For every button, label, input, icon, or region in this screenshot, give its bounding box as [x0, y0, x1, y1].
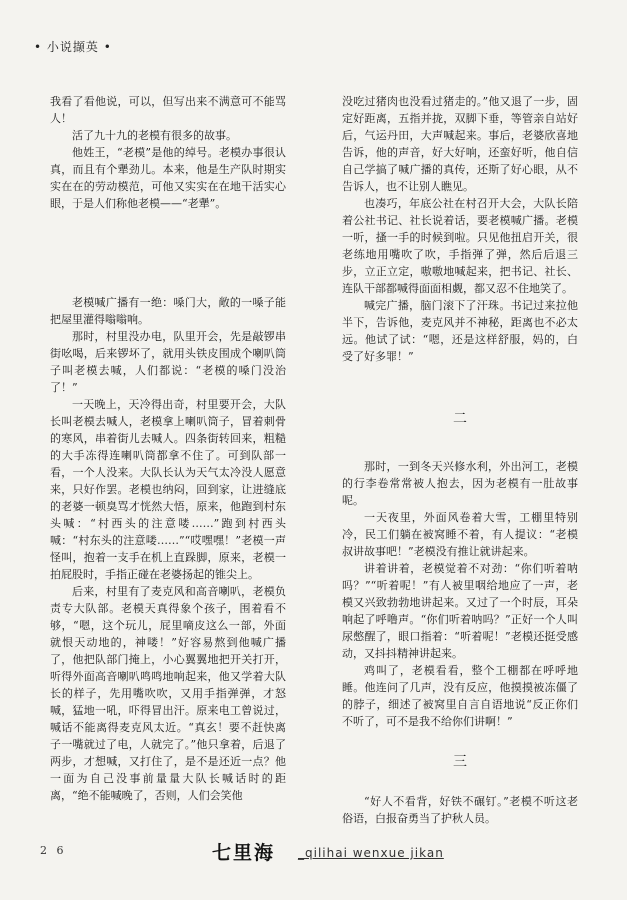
paragraph: 讲着讲着，老模觉着不对劲：“你们听着呐吗？”“听着呢！”有人被里咽给地应了一声，老模又兴致勃勃地讲起来。又过了一个时辰，耳朵响起了呼噜声。“你们听着呐吗？”正好一个人叫尿憋醒了，眼口指着：“听着呢！”老模还挺受感动，又抖抖精神讲起来。 [342, 562, 578, 660]
spacer [50, 212, 286, 294]
right-column [342, 93, 578, 827]
paragraph: 老模喊广播有一绝：嗓门大，敞的一嗓子能把屋里灌得嗡嗡响。 [50, 296, 286, 326]
paragraph: 那时，一到冬天兴修水利，外出河工，老模的行李卷常常被人抱去，因为老模有一肚故事呢。 [342, 460, 578, 507]
paragraph: 一天晚上，天冷得出奇，村里要开会，大队长叫老模去喊人，老模拿上喇叭筒子，冒着刺骨的寒风，串着街儿去喊人。四条街转回来，粗糙的大手冻得连喇叭筒都拿不住了。可到队部一看，一个人没来。大队长认为天气太冷没人愿意来，只好作罢。老模也纳闷，回到家，让进缝底的老婆一顿臭骂才恍然大悟，原来，他跑到村东头喊：“村西头的注意喽……”跑到村西头喊：“村东头的注意喽……”“哎嘿嘿！”老模一声怪叫，抱着一支手在机上直跺脚，原来，老模一拍屁股时，手指正碰在老婆扬起的锥尖上。 [50, 398, 286, 581]
left-column [50, 93, 286, 804]
paragraph: 我看了看他说，可以，但写出来不满意可不能骂人！ [50, 95, 286, 125]
paragraph: 活了九十九的老模有很多的故事。 [72, 129, 237, 142]
paragraph: “好人不看背，好铁不碾钉。”老模不听这老俗语，白报奋勇当了护秋人员。 [342, 795, 578, 825]
section-label: • 小说撷英 • [34, 40, 112, 54]
page-footer [40, 838, 600, 868]
paragraph: 没吃过猪肉也没看过猪走的。”他又退了一步，固定好距离，五指并拢，双脚下垂，等管亲自站好后，气运丹田，大声喊起来。事后，老婆欣喜地告诉，他的声音，好大好响，还蛮好听，他自信自己学搞了喊广播的真传，还斯了好心眼，从不告诉人，也不让别人瞧见。 [342, 95, 578, 193]
paragraph: 他姓王，“老模”是他的绰号。老模办事很认真，而且有个犟劲儿。本来，他是生产队时期实实在在的劳动模范，可他又实实在在地干活实心眼，于是人们称他老模——“老犟”。 [50, 146, 286, 210]
paragraph: 那时，村里没办电，队里开会，先是敲锣串街吆喝，后来锣坏了，就用头铁皮围成个喇叭筒子叫老模去喊，人们都说：“老模的嗓门没治了！” [50, 330, 286, 394]
magazine-logo: 七里海 [212, 842, 276, 864]
paragraph: 后来，村里有了麦克风和高音喇叭，老模负责专大队部。老模天真得象个孩子，围着看不够，“嗯，这个玩儿，屁里嘀皮这么一部，外面就恨天动地的，神喽！”好容易熬到他喊广播了，他把队部门掩上，小心翼翼地把开关打开，听得外面高音喇叭鸣鸣地响起来，他又学着大队长的样子，先用嘴吹吹，又用手指弹弹，才怒喊，猛地一吼，吓得冒出汗。原来电工曾说过，喊话不能离得麦克风太近。“真玄！要不赶快离子一嘴就过了电，人就完了。”他只拿着，后退了两步，才想喊，又打住了，是不是还近一点？他一面为自己没事前量量大队长喊话时的距离，“绝不能喊晚了，否则，人们会笑他 [50, 585, 286, 802]
page-number: 2 6 [40, 844, 67, 857]
magazine-name-en: _qilihai wenxue jikan [298, 846, 444, 860]
paragraph: 鸡叫了，老模看看，整个工棚都在呼呼地睡。他连问了几声，没有反应，他摸摸被冻僵了的脖子，细述了被窝里自言自语地说“反正你们不听了，可不是我不给你们讲啊！” [342, 664, 578, 728]
section-heading-three: 三 [453, 754, 467, 770]
section-heading-two: 二 [453, 411, 467, 427]
paragraph: 喊完广播，脑门滚下了汗珠。书记过来拉他半下，告诉他，麦克风并不神秘，距离也不必太远。他试了试：“嗯，还是这样舒服，妈的，白受了好多罪！” [342, 299, 578, 363]
paragraph: 一天夜里，外面风卷着大雪，工棚里特别冷，民工们躺在被窝睡不着，有人提议：“老模叔讲故事吧！”老模没有推让就讲起来。 [342, 511, 578, 558]
paragraph: 也凑巧，年底公社在村召开大会，大队长陪着公社书记、社长说着话，要老模喊广播。老模一听，搔一手的时候到啦。只见他扭启开关，很老练地用嘴吹了吹，手指弹了弹，然后后退三步，立正立定，嗷嗷地喊起来，把书记、社长、连队干部都喊得面面相觑，都又忍不住地笑了。 [342, 197, 578, 295]
